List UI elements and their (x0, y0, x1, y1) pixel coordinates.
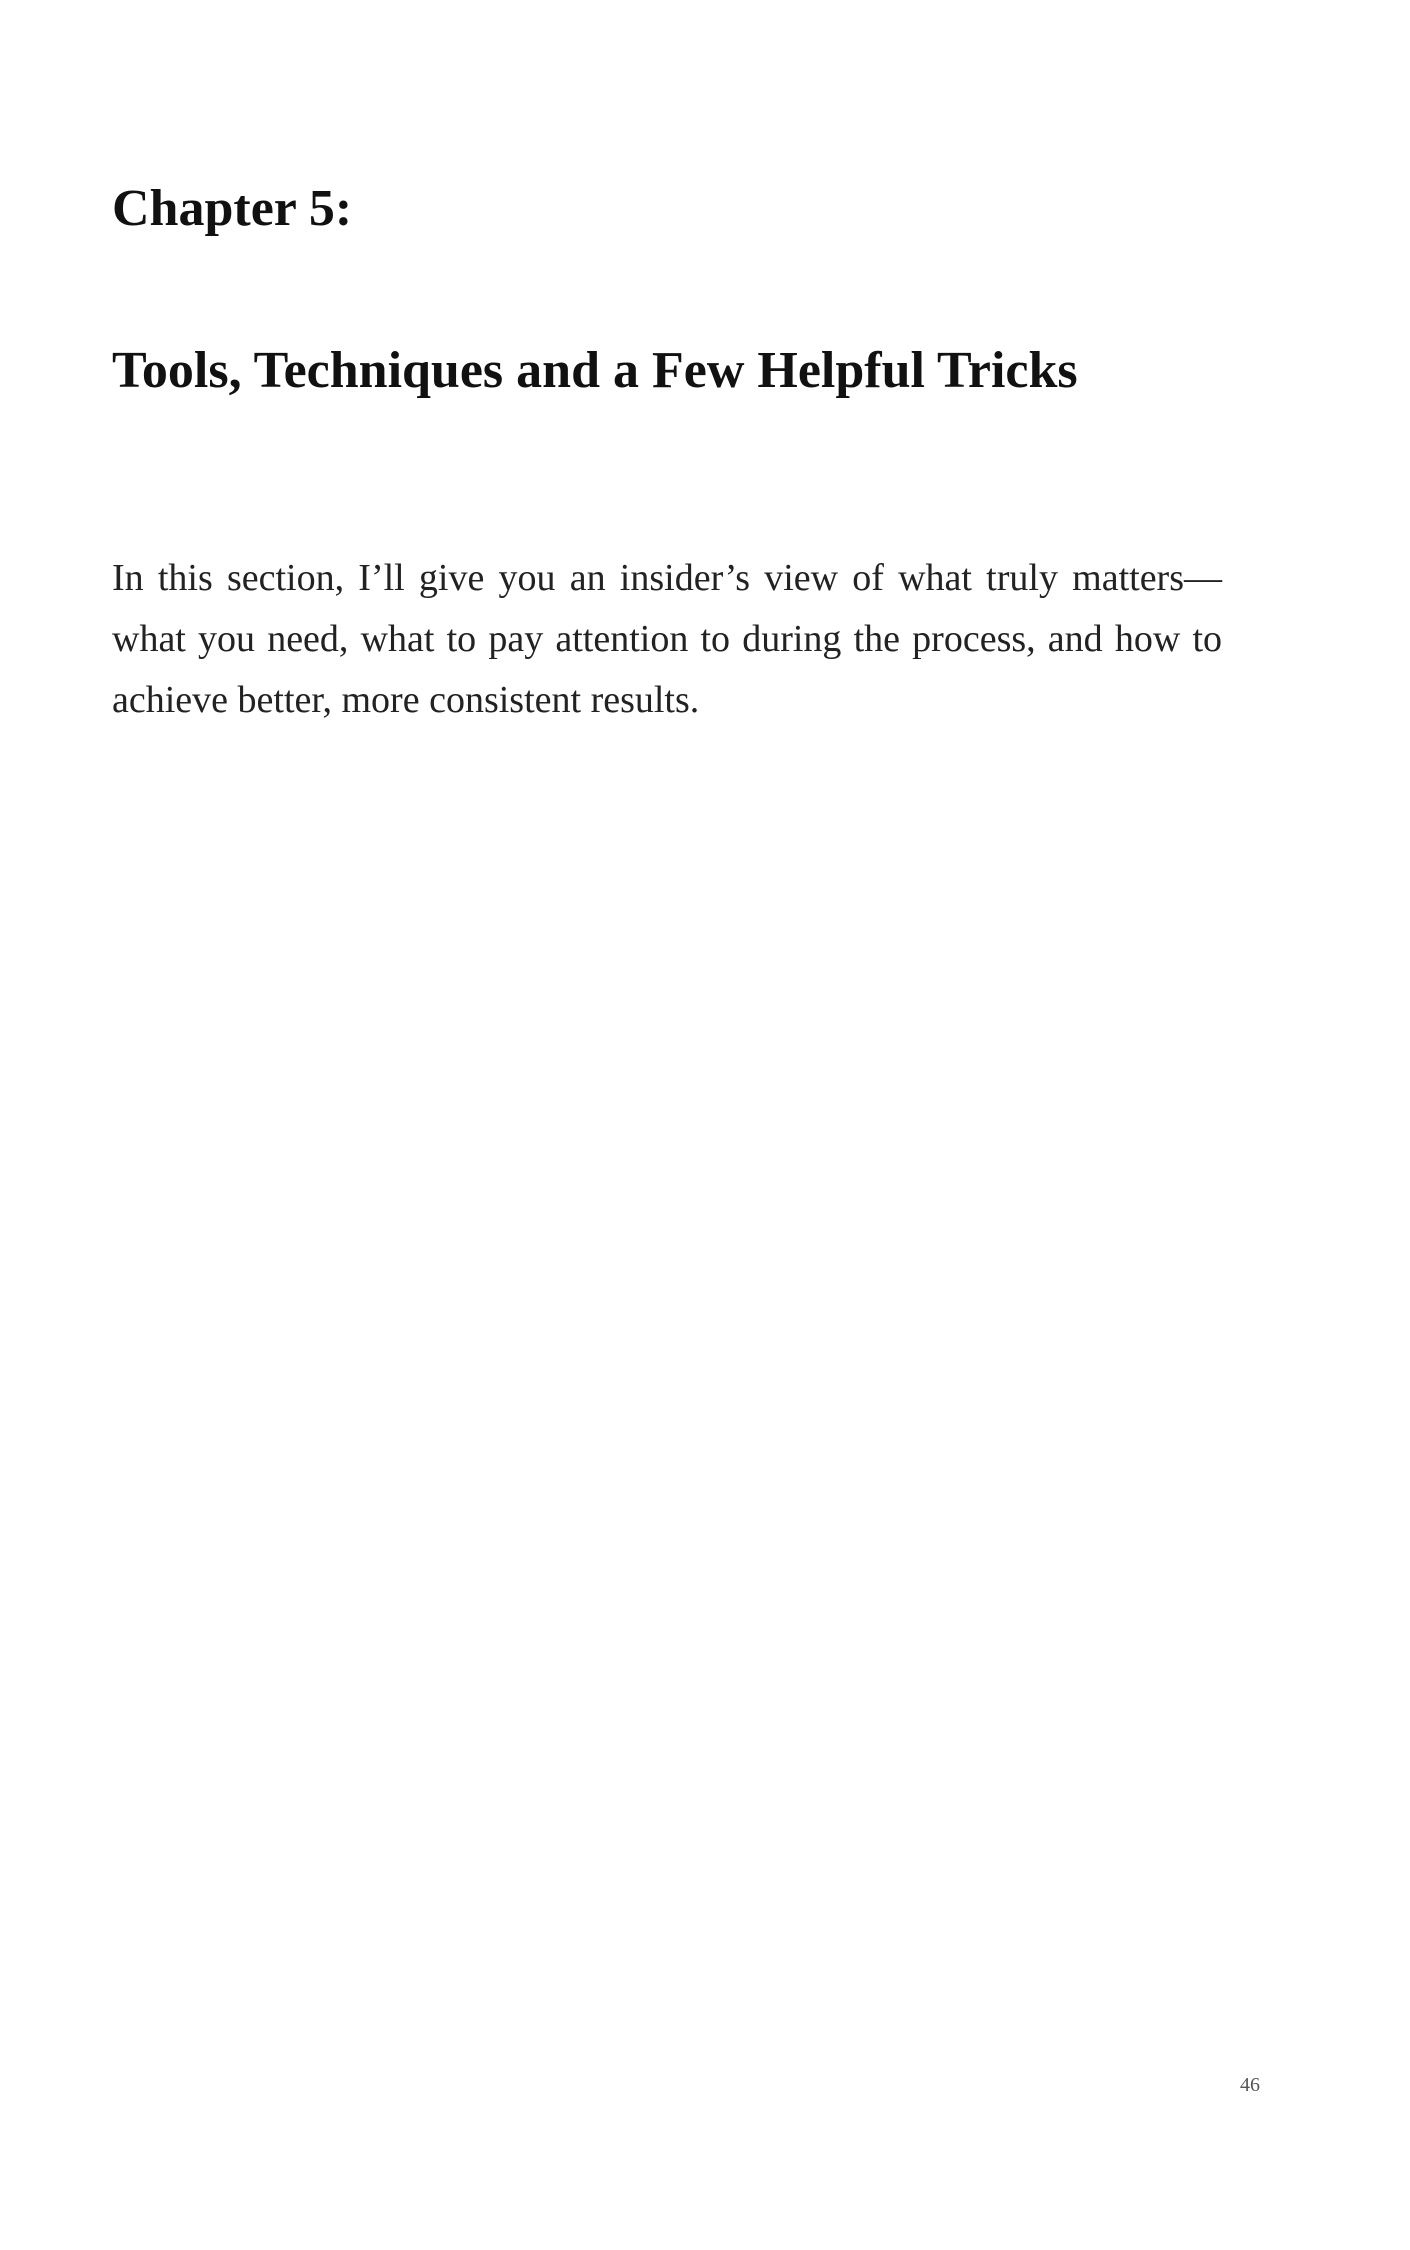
intro-paragraph: In this section, I’ll give you an insider’s view of what truly matters—what you need, what to pay attention to during the process, and how to achieve better, more consistent results. (112, 557, 1222, 721)
chapter-title: Tools, Techniques and a Few Helpful Tricks (112, 342, 1078, 399)
chapter-label: Chapter 5: (112, 180, 353, 237)
page-number: 46 (1240, 2074, 1260, 2096)
